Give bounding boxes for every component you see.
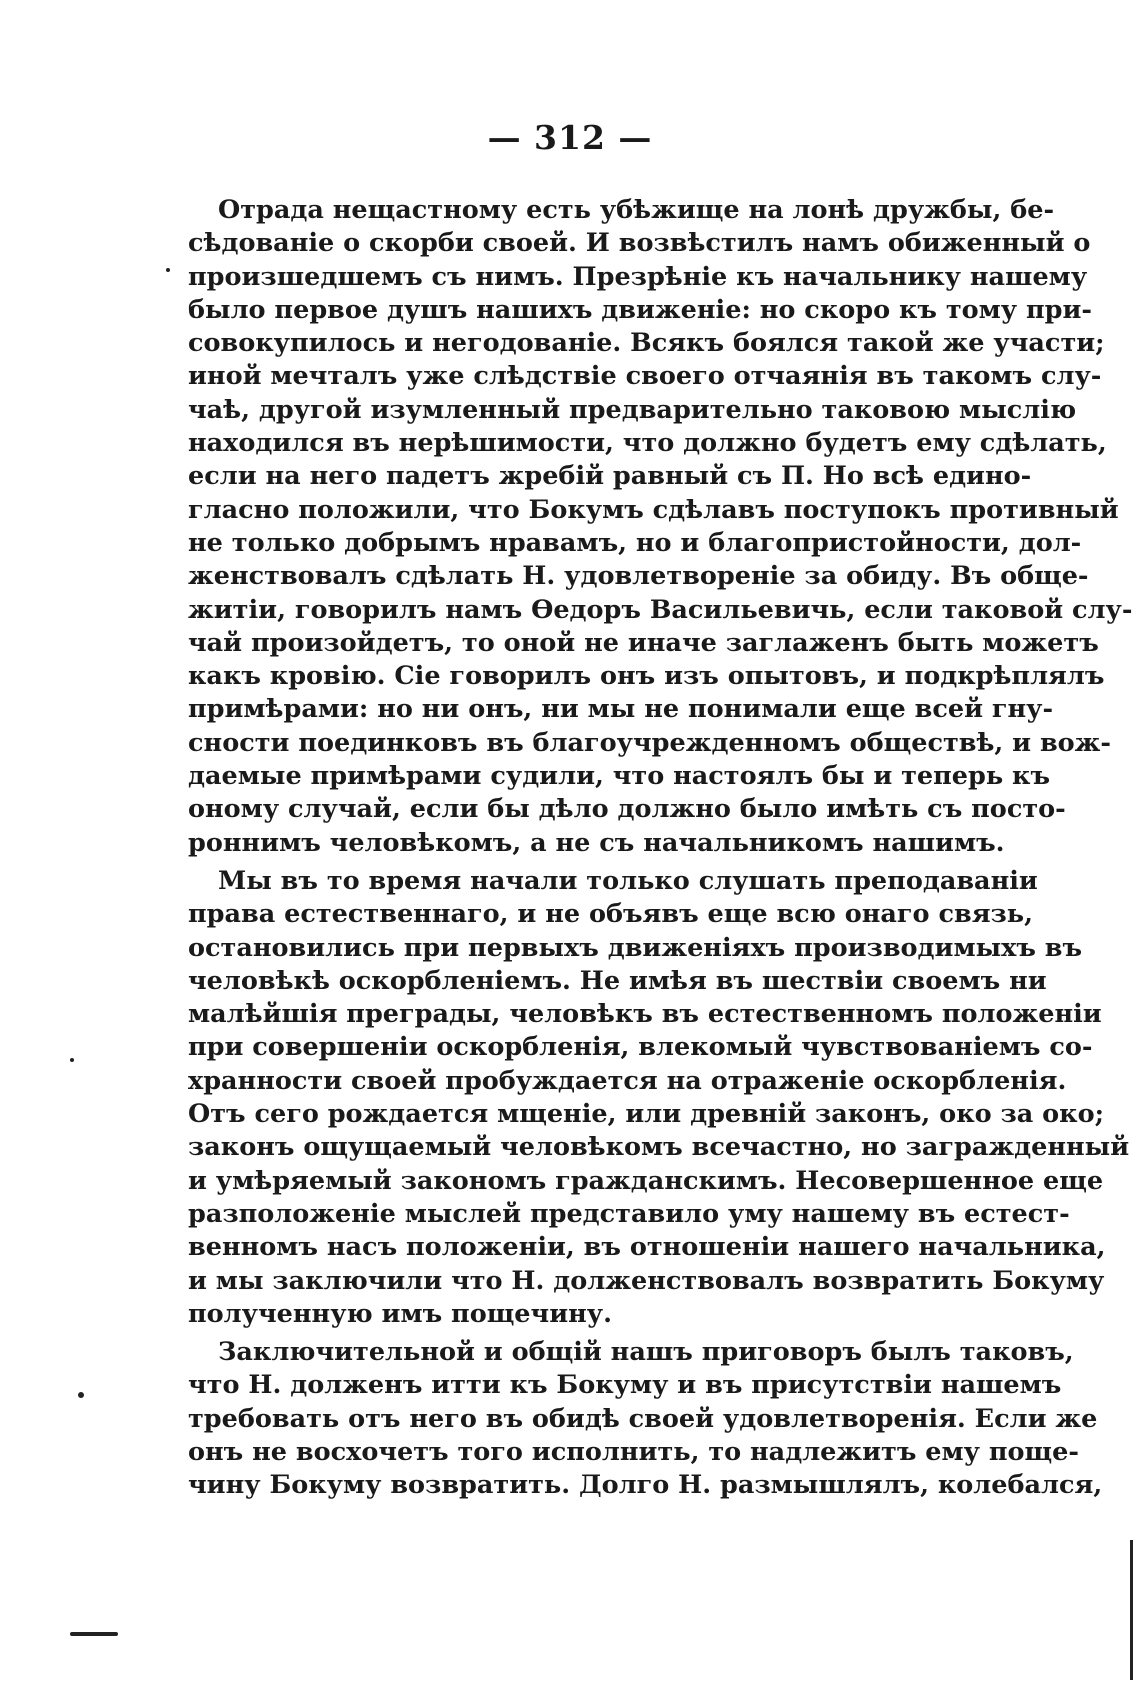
text-line: и умѣряемый закономъ гражданскимъ. Несовершенное еще bbox=[188, 1165, 1104, 1196]
text-line: сѣдованіе о скорби своей. И возвѣстилъ намъ обиженный о bbox=[188, 228, 1091, 259]
text-line: онъ не восхочетъ того исполнить, то надлежитъ ему поще- bbox=[188, 1436, 1079, 1467]
text-line: полученную имъ пощечину. bbox=[188, 1298, 612, 1329]
text-line: если на него падетъ жребій равный съ П. Но всѣ едино- bbox=[188, 461, 1032, 492]
paragraph-2 bbox=[188, 865, 1130, 1331]
text-line: оному случай, если бы дѣло должно было имѣть съ посто- bbox=[188, 794, 1066, 825]
text-line: гласно положили, что Бокумъ сдѣлавъ поступокъ противный bbox=[188, 494, 1119, 525]
text-line: примѣрами: но ни онъ, ни мы не понимали еще всей гну- bbox=[188, 694, 1054, 725]
text-line: венномъ насъ положеніи, въ отношеніи нашего начальника, bbox=[188, 1232, 1106, 1263]
margin-dot bbox=[78, 1392, 84, 1398]
text-line: Отрада нещастному есть убѣжище на лонѣ дружбы, бе- bbox=[218, 195, 1055, 225]
paragraph-1 bbox=[188, 194, 1133, 860]
text-line: разположеніе мыслей представило уму нашему въ естест- bbox=[188, 1198, 1070, 1229]
text-line: было первое душъ нашихъ движеніе: но скоро къ тому при- bbox=[188, 294, 1092, 325]
text-line: какъ кровію. Сіе говорилъ онъ изъ опытовъ, и подкрѣплялъ bbox=[188, 661, 1105, 692]
text-line: чай произойдетъ, то оной не иначе заглаженъ быть можетъ bbox=[188, 627, 1099, 658]
text-line: Заключительной и общій нашъ приговоръ былъ таковъ, bbox=[218, 1337, 1074, 1368]
text-line: права естественнаго, и не объявъ еще всю онаго связь, bbox=[188, 899, 1033, 930]
margin-dot bbox=[70, 1058, 74, 1062]
text-line: даемые примѣрами судили, что настоялъ бы и теперь къ bbox=[188, 761, 1051, 792]
text-line: житіи, говорилъ намъ Ѳедоръ Васильевичь, если таковой слу- bbox=[188, 594, 1133, 625]
text-line: малѣйшія преграды, человѣкъ въ естественномъ положеніи bbox=[188, 999, 1102, 1030]
text-line: при совершеніи оскорбленія, влекомый чувствованіемъ со- bbox=[188, 1032, 1093, 1063]
text-line: произшедшемъ съ нимъ. Презрѣніе къ начальнику нашему bbox=[188, 261, 1088, 292]
body-text bbox=[188, 194, 1133, 1508]
page-number: — 312 — bbox=[487, 118, 653, 157]
text-line: человѣкѣ оскорбленіемъ. Не имѣя въ шествіи своемъ ни bbox=[188, 965, 1047, 996]
margin-dot bbox=[166, 268, 170, 272]
text-line: и мы заключили что Н. долженствовалъ возвратить Бокуму bbox=[188, 1265, 1105, 1296]
text-line: сности поединковъ въ благоучрежденномъ обществѣ, и вож- bbox=[188, 727, 1112, 758]
text-line: иной мечталъ уже слѣдствіе своего отчаянія въ такомъ слу- bbox=[188, 361, 1102, 392]
text-line: находился въ нерѣшимости, что должно будетъ ему сдѣлать, bbox=[188, 428, 1107, 459]
text-line: что Н. долженъ итти къ Бокуму и въ присутствіи нашемъ bbox=[188, 1370, 1062, 1401]
text-line: чину Бокуму возвратить. Долго Н. размышлялъ, колебался, bbox=[188, 1470, 1103, 1501]
text-line: требовать отъ него въ обидѣ своей удовлетворенія. Если же bbox=[188, 1403, 1098, 1434]
text-line: не только добрымъ нравамъ, но и благопристойности, дол- bbox=[188, 527, 1082, 558]
paragraph-3 bbox=[188, 1336, 1103, 1502]
text-line: Мы въ то время начали только слушать преподаваніи bbox=[218, 865, 1038, 896]
text-line: законъ ощущаемый человѣкомъ всечастно, но загражденный bbox=[188, 1132, 1130, 1163]
scan-smudge bbox=[70, 1632, 118, 1636]
text-line: чаѣ, другой изумленный предварительно таковою мыслію bbox=[188, 394, 1077, 425]
text-line: хранности своей пробуждается на отраженіе оскорбленія. bbox=[188, 1065, 1067, 1096]
text-line: остановились при первыхъ движеніяхъ производимыхъ въ bbox=[188, 932, 1083, 963]
text-line: Отъ сего рождается мщеніе, или древній законъ, око за око; bbox=[188, 1099, 1105, 1130]
scan-edge-line bbox=[1130, 1540, 1133, 1680]
text-line: женствовалъ сдѣлать Н. удовлетвореніе за обиду. Въ обще- bbox=[188, 561, 1089, 592]
text-line: совокупилось и негодованіе. Всякъ боялся такой же участи; bbox=[188, 328, 1105, 359]
text-line: роннимъ человѣкомъ, а не съ начальникомъ нашимъ. bbox=[188, 827, 1005, 858]
